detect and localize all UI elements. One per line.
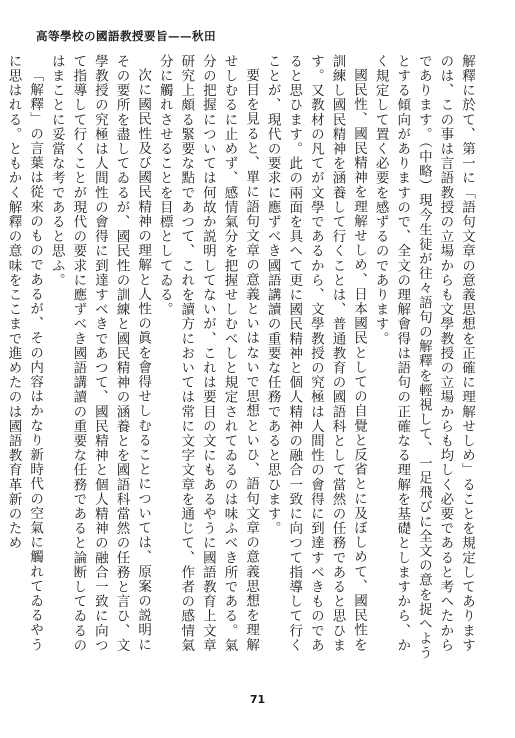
paragraph-1: 解釋に於て、第一に「語句文章の意義思想を正確に理解せしめ」ることを規定してありますのは、この事は言語教授の立場からも文學教授の立場からも均しく必要であると考へたからであります。（中略）現今生徒が往々語句の解釋を輕視して、一足飛びに全文の意を捉へようとする傾向がありますので、全文の理解會得は語句の正確なる理解を基礎としますから、かく規定して置く必要を感ずるのであります。: [372, 54, 475, 661]
paragraph-4: 次に國民性及び國民精神の理解と人性の眞を會得せしむることについては、原案の説明にその要所を盡してゐるが、國民性の訓練と國民精神の涵養とを國語科當然の任務と言ひ、文學教授の究極は人間性の會得に到達すべきであつて、國民精神と個人精神の融合一致に向つて指導して行くことが現代の要求に應ずべき國語講讀の重要な任務であると論断してゐるのはまことに妥當な考であると思ふ。: [48, 54, 152, 653]
paragraph-3: 要目を見ると、單に語句文章の意義といはないで思想といひ、語句文章の意義思想を理解せしむるに止めず、感情氣分を把握せしむべしと規定されてゐるのは味ふべき所である。氣分の把握については何故か説明してないが、これは要目の文にもあるやうに國語教育上文章研究上頗る緊要な點であつて、これを讀方においては常に文字文章を通じて、作者の感情氣分に觸れさせることを目標としてゐる。: [156, 54, 260, 653]
page-number: 71: [249, 693, 266, 706]
running-head: 高等學校の國語教授要旨——秋田: [36, 29, 216, 43]
body-text: [5, 54, 477, 664]
paragraph-2: 國民性、國民精神を理解せしめ、日本國民としての自覺と反省とに及ぼしめて、國民性を訓練し國民精神を涵養して行くことは、普通教育の國語科として當然の任務であると思ひます。又教材の凡てが文學であるから、文學教授の究極は人間性の會得に到達すべきものであると思ひます。此の兩面を具へて更に國民精神と個人精神の融合一致に向つて指導して行くことが、現代の要求に應ずべき國語講讀の重要な任務であると思ひます。: [264, 54, 368, 653]
paragraph-5: 「解釋」の言葉は從來のものであるが、その内容はかなり新時代の空氣に觸れてゐるやうに思はれる。ともかく解釋の意味をここまで進めたのは國語教育革新のため: [5, 54, 44, 652]
